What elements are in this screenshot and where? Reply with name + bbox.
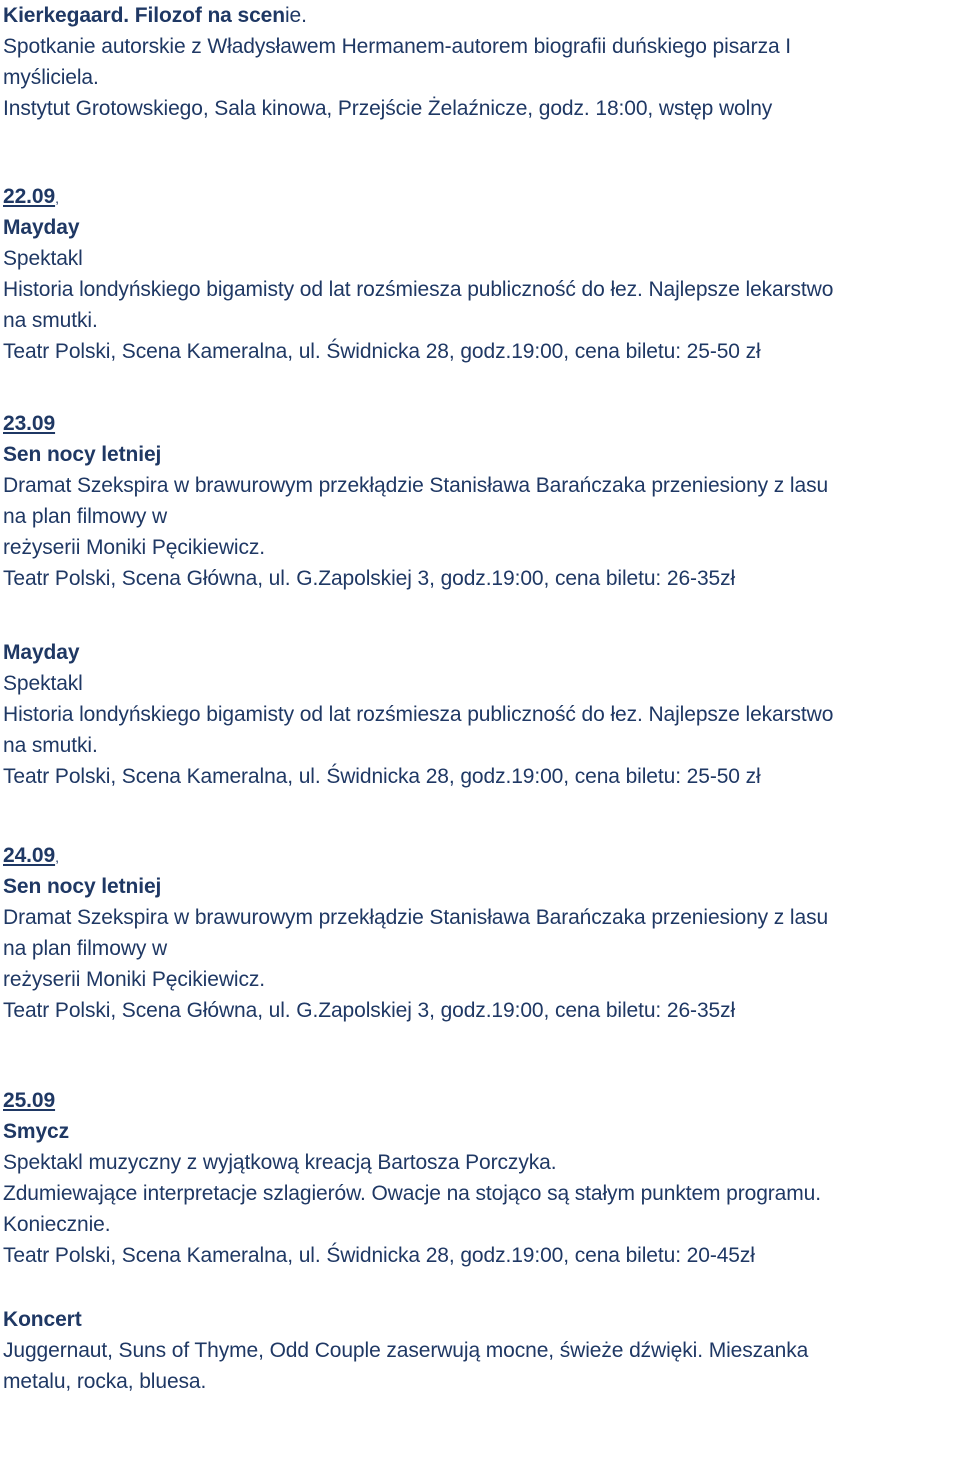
event-title <box>3 0 958 31</box>
event-title: Mayday <box>3 641 80 664</box>
event-venue: Teatr Polski, Scena Kameralna, ul. Świdnicka 28, godz.19:00, cena biletu: 25-50 zł <box>3 340 761 363</box>
event-description-cont: na plan filmowy w <box>3 505 168 528</box>
event-title: Koncert <box>3 1308 82 1331</box>
event-description: Spektakl muzyczny z wyjątkową kreacją Bartosza Porczyka. <box>3 1151 557 1174</box>
day-23 <box>3 408 958 792</box>
day-22 <box>3 181 958 367</box>
event-description-cont: myśliciela. <box>3 66 99 89</box>
event-kierkegaard <box>3 0 958 124</box>
date-heading <box>3 181 958 212</box>
event-description: Historia londyńskiego bigamisty od lat rozśmiesza publiczność do łez. Najlepsze lekarstwo <box>3 278 834 301</box>
spacer <box>3 1026 958 1085</box>
event-description-cont: Zdumiewające interpretacje szlagierów. Owacje na stojąco są stałym punktem programu. <box>3 1182 821 1205</box>
date-text: 24.09 <box>3 844 56 867</box>
spacer <box>3 124 958 181</box>
date-mark: , <box>55 849 59 865</box>
event-description: Historia londyńskiego bigamisty od lat rozśmiesza publiczność do łez. Najlepsze lekarstwo <box>3 703 834 726</box>
date-heading: 23.09 <box>3 412 56 435</box>
event-description-cont: metalu, rocka, bluesa. <box>3 1370 207 1393</box>
event-type: Spektakl <box>3 672 83 695</box>
date-heading: 25.09 <box>3 1089 56 1112</box>
event-venue: Teatr Polski, Scena Kameralna, ul. Świdnicka 28, godz.19:00, cena biletu: 20-45zł <box>3 1244 755 1267</box>
event-description: Dramat Szekspira w brawurowym przekłądzie Stanisława Barańczaka przeniesiony z lasu <box>3 906 829 929</box>
date-mark: , <box>55 190 59 206</box>
spacer <box>3 594 958 637</box>
event-description-cont: reżyserii Moniki Pęcikiewicz. <box>3 968 265 991</box>
event-title: Sen nocy letniej <box>3 875 162 898</box>
event-description: Dramat Szekspira w brawurowym przekłądzie Stanisława Barańczaka przeniesiony z lasu <box>3 474 829 497</box>
event-title-suffix: ie. <box>284 4 307 27</box>
day-24 <box>3 840 958 1026</box>
event-description: Spotkanie autorskie z Władysławem Hermanem-autorem biografii duńskiego pisarza I <box>3 35 792 58</box>
event-type: Spektakl <box>3 247 83 270</box>
spacer <box>3 792 958 840</box>
spacer <box>3 1271 958 1304</box>
event-description-cont: na smutki. <box>3 309 98 332</box>
event-venue: Instytut Grotowskiego, Sala kinowa, Przejście Żelaźnicze, godz. 18:00, wstęp wolny <box>3 97 773 120</box>
date-text: 22.09 <box>3 185 56 208</box>
event-description-cont: na smutki. <box>3 734 98 757</box>
event-description-cont: reżyserii Moniki Pęcikiewicz. <box>3 536 265 559</box>
event-title: Smycz <box>3 1120 70 1143</box>
event-title-main: Kierkegaard. Filozof na scen <box>3 4 285 27</box>
date-heading <box>3 840 958 871</box>
event-description-cont: na plan filmowy w <box>3 937 168 960</box>
event-description: Juggernaut, Suns of Thyme, Odd Couple zaserwują mocne, świeże dźwięki. Mieszanka <box>3 1339 809 1362</box>
event-listing <box>3 0 958 1397</box>
event-title: Mayday <box>3 216 80 239</box>
event-venue: Teatr Polski, Scena Główna, ul. G.Zapolskiej 3, godz.19:00, cena biletu: 26-35zł <box>3 999 736 1022</box>
event-venue: Teatr Polski, Scena Główna, ul. G.Zapolskiej 3, godz.19:00, cena biletu: 26-35zł <box>3 567 736 590</box>
day-25 <box>3 1085 958 1397</box>
event-venue: Teatr Polski, Scena Kameralna, ul. Świdnicka 28, godz.19:00, cena biletu: 25-50 zł <box>3 765 761 788</box>
event-title: Sen nocy letniej <box>3 443 162 466</box>
spacer <box>3 367 958 408</box>
event-description-cont: Koniecznie. <box>3 1213 111 1236</box>
